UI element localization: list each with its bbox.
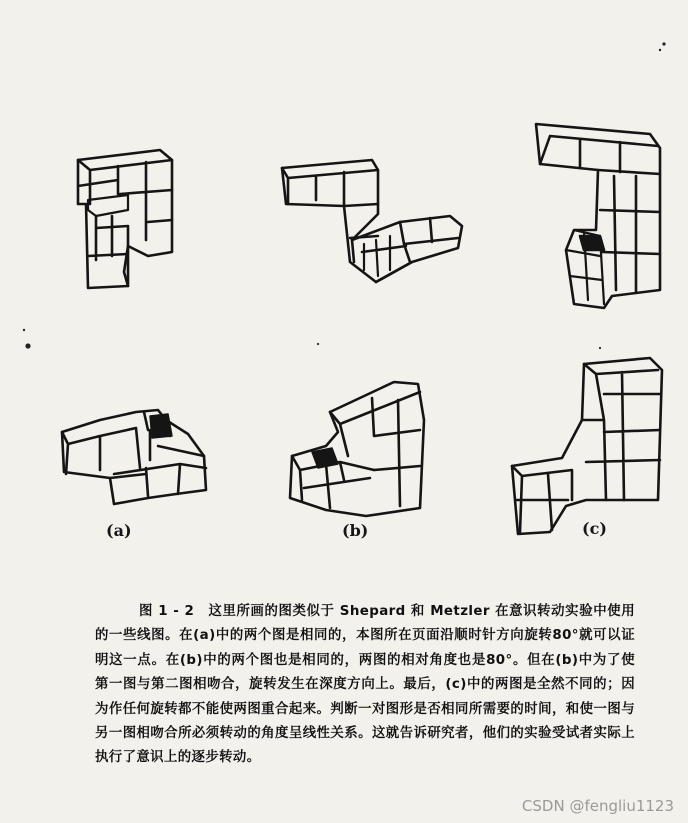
figure-b-bottom <box>290 382 424 516</box>
figure-a-top <box>78 150 172 288</box>
figure-label-b: (b) <box>342 521 369 540</box>
figure-c-bottom <box>512 358 662 534</box>
figure-a-bottom <box>62 410 206 504</box>
caption-number: 图 1 - 2 <box>139 604 195 619</box>
figure-c-top <box>536 124 660 308</box>
figure-caption <box>95 600 635 771</box>
figure-b-top <box>282 160 462 282</box>
figure-label-c: (c) <box>582 519 607 538</box>
figure-label-a: (a) <box>106 521 132 540</box>
watermark: CSDN @fengliu1123 <box>521 797 674 815</box>
caption-text: 这里所画的图类似于 Shepard 和 Metzler 在意识转动实验中使用的一些线图。在(a)中的两个图是相同的，本图所在页面沿顺时针方向旋转80°就可以证明这一点。在(b)中的两个图也是相同的，两图的相对角度也是80°。但在(b)中为了使第一图与第二图相吻合，旋转发生在深度方向上。最后，(c)中的两图是全然不同的；因为作任何旋转都不能使两图重合起来。判断一对图形是否相同所需要的时间，和使一图与另一图相吻合所必须转动的角度呈线性关系。这就告诉研究者，他们的实验受试者实际上执行了意识上的逐步转动。 <box>95 604 635 766</box>
